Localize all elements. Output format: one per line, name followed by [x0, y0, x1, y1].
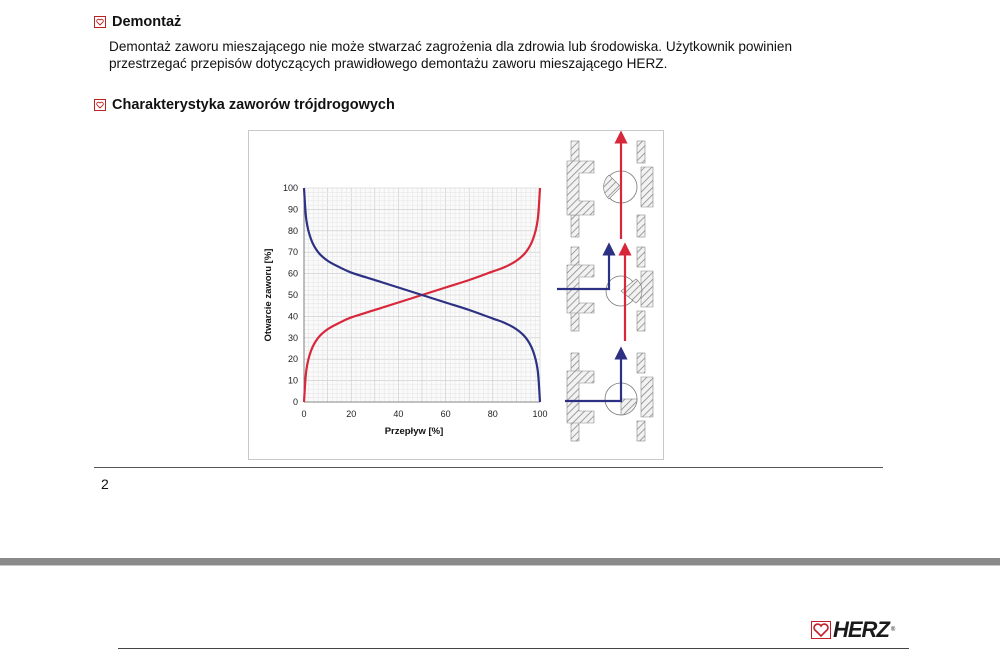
section-title: Demontaż [112, 14, 182, 30]
y-tick-label: 50 [287, 290, 298, 300]
footer-line [118, 648, 909, 649]
page-break-band [0, 558, 1000, 565]
y-tick-label: 80 [287, 225, 298, 236]
y-tick-label: 40 [287, 311, 298, 322]
page-divider [94, 467, 883, 468]
x-tick-label: 100 [532, 409, 548, 419]
heart-checkbox-icon [94, 99, 106, 111]
x-tick-label: 80 [487, 409, 498, 419]
page-break-shadow [0, 565, 1000, 566]
characteristics-figure [248, 130, 664, 460]
section-heading-characteristics [94, 97, 395, 113]
valve-diagram-top [567, 137, 653, 239]
y-tick-label: 90 [287, 204, 298, 215]
y-tick-label: 100 [282, 183, 298, 193]
section-paragraph [109, 38, 899, 72]
valve-diagram-middle [557, 247, 653, 341]
logo-wordmark: HERZ [833, 617, 889, 642]
herz-logo [811, 617, 895, 643]
page-number: 2 [101, 476, 109, 492]
y-tick-label: 30 [287, 332, 298, 343]
y-tick-label: 60 [287, 268, 298, 279]
x-tick-label: 20 [346, 409, 357, 419]
y-tick-label: 10 [287, 375, 298, 386]
section-heading-demontaz [94, 14, 181, 30]
x-tick-label: 60 [440, 409, 451, 419]
section-title: Charakterystyka zaworów trójdrogowych [112, 97, 395, 113]
paragraph-line-2: przestrzegać przepisów dotyczących prawidłowego demontażu zaworu mieszającego HERZ. [109, 56, 668, 71]
valve-diagram-bottom [565, 353, 653, 441]
valve-characteristic-chart [249, 131, 663, 459]
y-tick-label: 70 [287, 247, 298, 258]
paragraph-line-1: Demontaż zaworu mieszającego nie może stwarzać zagrożenia dla zdrowia lub środowiska. Użytkownik powinien [109, 39, 793, 54]
y-tick-label: 20 [287, 354, 298, 365]
x-tick-label: 40 [393, 409, 404, 419]
heart-checkbox-icon [94, 16, 106, 28]
y-axis-label: Otwarcie zaworu [%] [263, 248, 274, 342]
x-axis-label: Przepływ [%] [384, 426, 444, 437]
herz-heart-icon [811, 621, 831, 639]
x-tick-label: 0 [301, 409, 307, 419]
logo-registered: ® [890, 627, 896, 633]
y-tick-label: 0 [292, 397, 298, 407]
